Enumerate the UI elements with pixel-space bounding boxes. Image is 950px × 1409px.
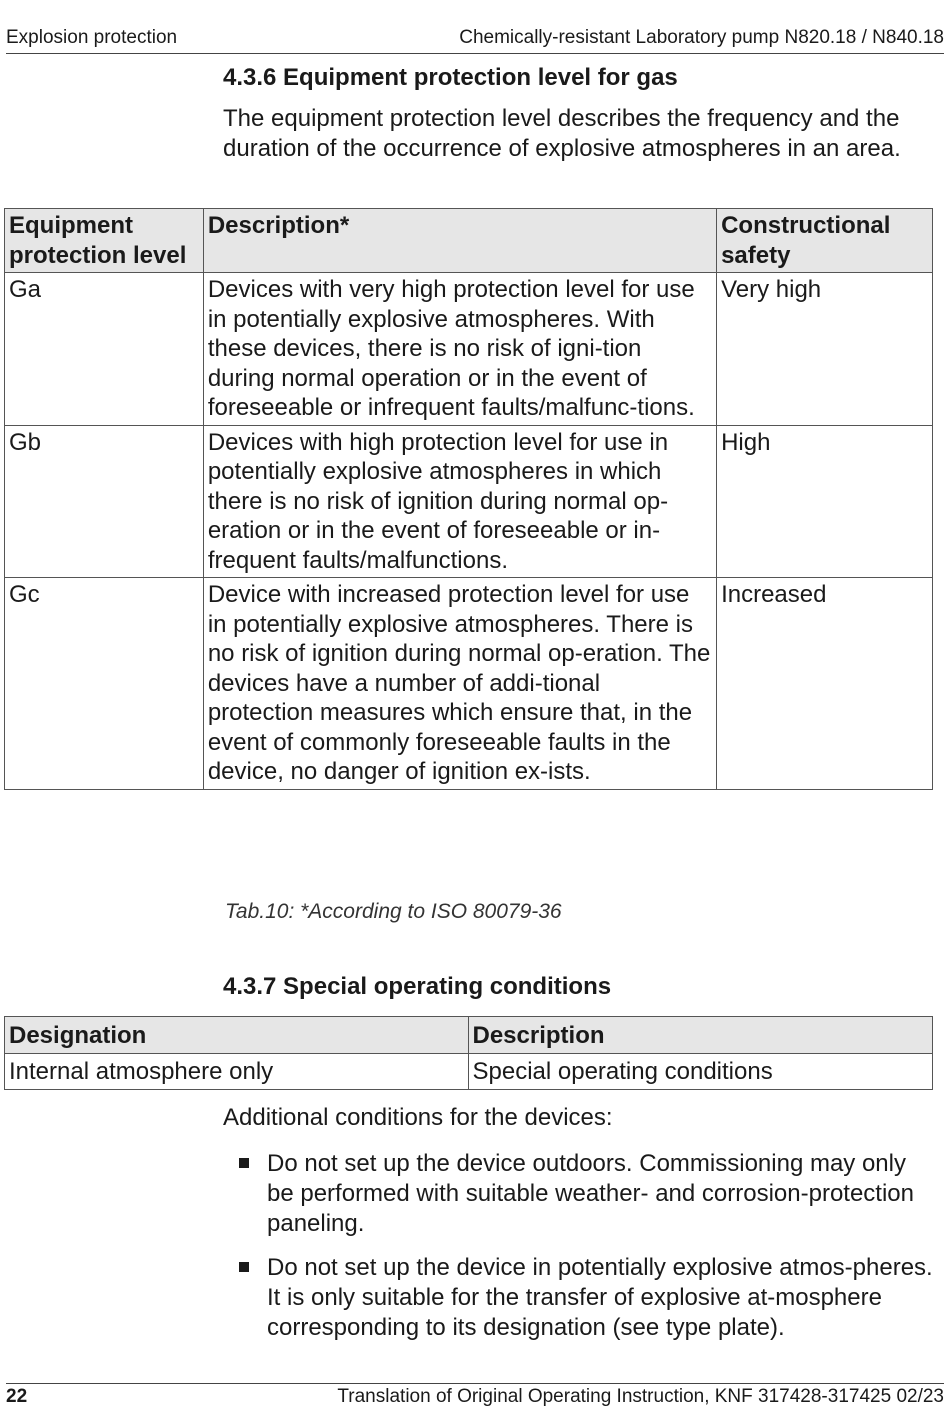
table-row [5,273,933,426]
page-footer [6,1383,944,1409]
description-cell: Device with increased protection level for use in potentially explosive atmospheres. There is no risk of ignition during normal op-eration. The devices have a number of addi-tional protection measures which ensure that, in the event of commonly foreseeable faults in the device, no danger of ignition ex-ists. [203,578,716,790]
list-item-text: Do not set up the device in potentially explosive atmos-pheres. It is only suitable for the transfer of explosive at-mosphere corresponding to its designation (see type plate). [267,1254,933,1341]
header-section-title: Explosion protection [6,27,178,48]
list-item [237,1253,937,1343]
operating-conditions-table [4,1016,933,1090]
header-document-title: Chemically-resistant Laboratory pump N820.18 / N840.18 [459,27,944,48]
column-header-description: Description [468,1017,933,1054]
page-header [6,26,944,54]
safety-cell: Very high [717,273,933,426]
table-row [5,425,933,578]
column-header-safety: Constructional safety [717,209,933,273]
table-header-row [5,1017,933,1054]
safety-cell: High [717,425,933,578]
column-header-description: Description* [203,209,716,273]
level-cell: Gb [5,425,204,578]
list-item [237,1149,937,1239]
table-row [5,578,933,790]
level-cell: Gc [5,578,204,790]
footer-document-reference: Translation of Original Operating Instruction, KNF 317428-317425 02/23 [337,1386,944,1407]
column-header-level: Equipment protection level [5,209,204,273]
bullet-square-icon [239,1158,249,1168]
table-row [5,1054,933,1090]
description-cell: Devices with high protection level for use in potentially explosive atmospheres in which there is no risk of ignition during normal op-eration or in the event of foreseeable or in-frequent faults/malfunctions. [203,425,716,578]
protection-level-table [4,208,933,790]
page-number: 22 [6,1386,28,1407]
section-intro-paragraph: The equipment protection level describes the frequency and the duration of the occurrence of explosive atmospheres in an area. [223,105,901,162]
section-heading-4-3-6: 4.3.6 Equipment protection level for gas [223,64,678,91]
safety-cell: Increased [717,578,933,790]
table-caption: Tab.10: *According to ISO 80079-36 [225,900,562,923]
level-cell: Ga [5,273,204,426]
description-cell: Special operating conditions [468,1054,933,1090]
additional-conditions-intro: Additional conditions for the devices: [223,1104,613,1131]
conditions-list [237,1149,937,1357]
bullet-square-icon [239,1262,249,1272]
list-item-text: Do not set up the device outdoors. Commissioning may only be performed with suitable weather- and corrosion-protection paneling. [267,1150,915,1237]
column-header-designation: Designation [5,1017,469,1054]
table-header-row [5,209,933,273]
designation-cell: Internal atmosphere only [5,1054,469,1090]
description-cell: Devices with very high protection level for use in potentially explosive atmospheres. With these devices, there is no risk of igni-tion during normal operation or in the event of foreseeable or infrequent faults/malfunc-tions. [203,273,716,426]
section-heading-4-3-7: 4.3.7 Special operating conditions [223,973,612,1000]
